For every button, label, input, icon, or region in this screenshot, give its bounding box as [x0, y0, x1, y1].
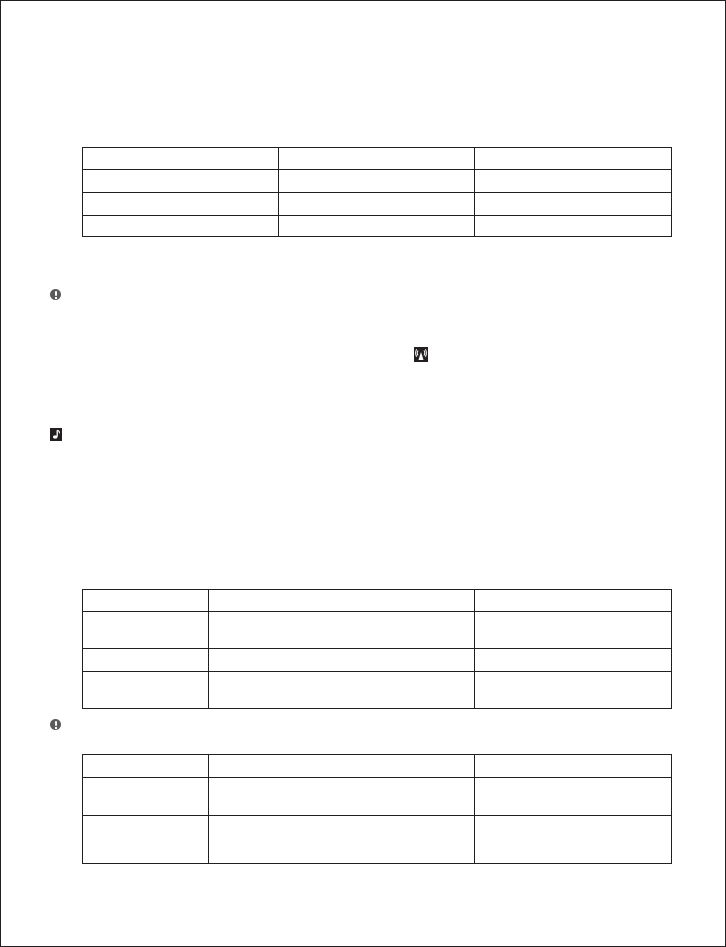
table-cell: [475, 216, 672, 237]
table-cell: [83, 216, 279, 237]
table-cell: [475, 649, 672, 672]
table-cell: [279, 148, 475, 170]
table-cell: [475, 148, 672, 170]
table-cell: [209, 612, 475, 649]
caution-icon: [50, 289, 61, 300]
table-row: [83, 193, 672, 216]
table-cell: [83, 148, 279, 170]
table-row: [83, 612, 672, 649]
table-cell: [279, 170, 475, 193]
table-cell: [475, 170, 672, 193]
table-cell: [209, 778, 475, 816]
table-cell: [209, 755, 475, 778]
caution-icon: [50, 719, 61, 730]
table-cell: [209, 672, 475, 709]
table-cell: [83, 649, 209, 672]
table-cell: [279, 193, 475, 216]
wireless-icon: [414, 347, 428, 362]
spec-table-3: [82, 754, 672, 864]
table-cell: [475, 778, 672, 816]
table-row: [83, 649, 672, 672]
table-row: [83, 216, 672, 237]
table-row: [83, 170, 672, 193]
table-cell: [83, 778, 209, 816]
table-cell: [83, 816, 209, 864]
table-cell: [475, 672, 672, 709]
table-cell: [475, 755, 672, 778]
table-row: [83, 816, 672, 864]
music-note-icon: [50, 428, 62, 441]
table-cell: [83, 590, 209, 612]
table-row: [83, 148, 672, 170]
table-cell: [279, 216, 475, 237]
table-cell: [475, 590, 672, 612]
table-cell: [475, 193, 672, 216]
table-cell: [209, 590, 475, 612]
table-cell: [83, 612, 209, 649]
table-cell: [83, 755, 209, 778]
table-cell: [475, 612, 672, 649]
table-cell: [475, 816, 672, 864]
table-cell: [83, 170, 279, 193]
table-row: [83, 672, 672, 709]
table-cell: [83, 672, 209, 709]
spec-table-1: [82, 147, 672, 237]
table-cell: [209, 816, 475, 864]
table-row: [83, 778, 672, 816]
table-row: [83, 755, 672, 778]
table-cell: [83, 193, 279, 216]
table-row: [83, 590, 672, 612]
table-cell: [209, 649, 475, 672]
spec-table-2: [82, 589, 672, 709]
